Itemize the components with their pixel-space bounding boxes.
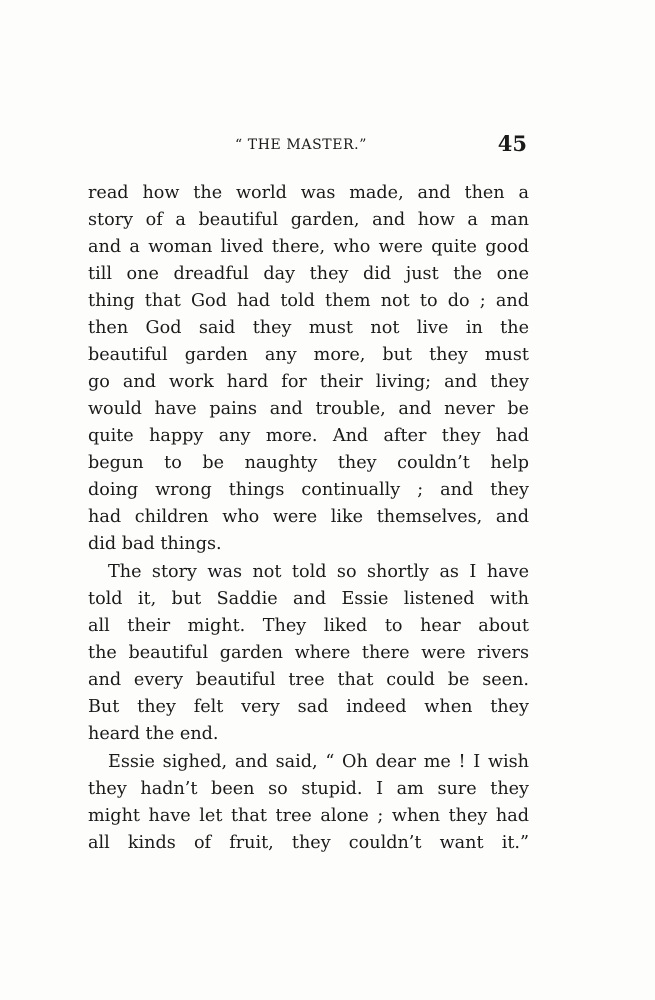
text-line: and every beautiful tree that could be seen.	[88, 670, 529, 690]
text-line: The story was not told so shortly as I have	[108, 562, 529, 582]
text-line: all their might. They liked to hear about	[88, 616, 529, 636]
text-line: and a woman lived there, who were quite good	[88, 237, 529, 257]
text-line: till one dreadful day they did just the one	[88, 264, 529, 284]
text-line: story of a beautiful garden, and how a man	[88, 210, 529, 230]
text-line: go and work hard for their living; and they	[88, 372, 529, 392]
text-line: then God said they must not live in the	[88, 318, 529, 338]
text-line: thing that God had told them not to do ; and	[88, 291, 529, 311]
text-line: Essie sighed, and said, “ Oh dear me ! I wish	[108, 752, 529, 772]
text-line: the beautiful garden where there were rivers	[88, 643, 529, 663]
text-line: quite happy any more. And after they had	[88, 426, 529, 446]
page-number: 45	[497, 131, 527, 156]
text-line: heard the end.	[88, 724, 219, 744]
text-line: would have pains and trouble, and never be	[88, 399, 529, 419]
text-line: had children who were like themselves, and	[88, 507, 529, 527]
text-line: read how the world was made, and then a	[88, 183, 529, 203]
running-head	[88, 131, 529, 161]
text-line: begun to be naughty they couldn’t help	[88, 453, 529, 473]
paragraph	[88, 749, 529, 857]
paragraph	[88, 180, 529, 558]
text-line: beautiful garden any more, but they must	[88, 345, 529, 365]
body-text	[88, 180, 529, 857]
text-line: might have let that tree alone ; when they had	[88, 806, 529, 826]
text-line: they hadn’t been so stupid. I am sure they	[88, 779, 529, 799]
text-line: all kinds of fruit, they couldn’t want it.”	[88, 833, 529, 853]
text-line: did bad things.	[88, 534, 222, 554]
paragraph	[88, 559, 529, 748]
text-line: But they felt very sad indeed when they	[88, 697, 529, 717]
text-line: told it, but Saddie and Essie listened with	[88, 589, 529, 609]
running-title: “ THE MASTER.”	[235, 137, 367, 153]
text-line: doing wrong things continually ; and they	[88, 480, 529, 500]
